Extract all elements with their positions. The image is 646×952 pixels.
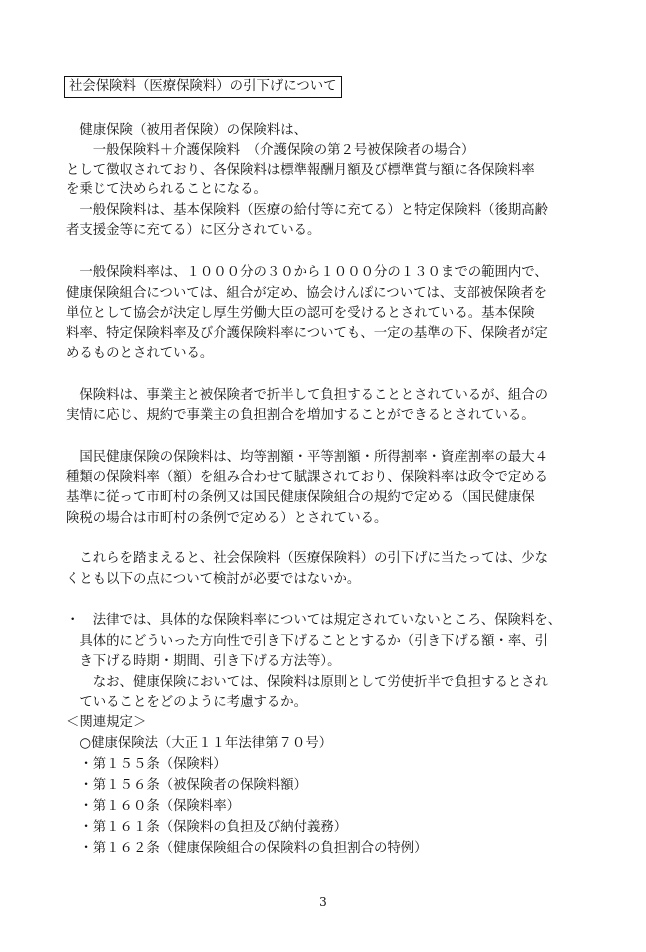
text-line: 一般保険料は、基本保険料（医療の給付等に充てる）と特定保険料（後期高齢 bbox=[66, 203, 549, 218]
text-line: 険税の場合は市町村の条例で定める）とされている。 bbox=[66, 511, 388, 526]
text-line: 者支援金等に充てる）に区分されている。 bbox=[66, 223, 321, 238]
section-heading: 社会保険料（医療保険料）の引下げについて bbox=[64, 76, 342, 98]
text-line: 保険料は、事業主と被保険者で折半して負担することとされているが、組合の bbox=[66, 388, 549, 403]
text-line: 健康保険組合については、組合が定め、協会けんぽについては、支部被保険者を bbox=[66, 286, 547, 301]
text-line: 一般保険料率は、１０００分の３０から１０００分の１３０までの範囲内で、 bbox=[66, 265, 548, 280]
text-line: 単位として協会が決定し厚生労働大臣の認可を受けるとされている。基本保険 bbox=[66, 306, 535, 321]
text-line: なお、健康保険においては、保険料は原則として労使折半で負担するとされ bbox=[66, 675, 549, 690]
law-name: ○健康保険法（大正１１年法律第７０号） bbox=[66, 736, 333, 751]
bullet-item: ・ 法律では、具体的な保険料率については規定されていないところ、保険料を、 bbox=[66, 613, 562, 628]
article-item: ・第１６２条（健康保険組合の保険料の負担割合の特例） bbox=[66, 841, 428, 856]
related-provisions-heading: ＜関連規定＞ bbox=[66, 715, 147, 730]
text-line: 国民健康保険の保険料は、均等割額・平等割額・所得割率・資産割率の最大４ bbox=[66, 450, 549, 465]
article-item: ・第１５６条（被保険者の保険料額） bbox=[66, 778, 308, 793]
text-line: を乗じて決められることになる。 bbox=[66, 182, 267, 197]
text-line: き下げる時期・期間、引き下げる方法等）。 bbox=[66, 654, 341, 669]
article-item: ・第１６１条（保険料の負担及び納付義務） bbox=[66, 820, 348, 835]
article-item: ・第１５５条（保険料） bbox=[66, 757, 227, 772]
text-line: ていることをどのように考慮するか。 bbox=[66, 695, 308, 710]
text-line: めるものとされている。 bbox=[66, 346, 214, 361]
text-line: 健康保険（被用者保険）の保険料は、 bbox=[66, 123, 308, 138]
article-item: ・第１６０条（保険料率） bbox=[66, 799, 241, 814]
text-line: 一般保険料＋介護保険料 （介護保険の第２号被保険者の場合） bbox=[66, 143, 475, 158]
text-line: 基準に従って市町村の条例又は国民健康保険組合の規約で定める（国民健康保 bbox=[66, 490, 535, 505]
text-line: くとも以下の点について検討が必要ではないか。 bbox=[66, 572, 361, 587]
page-number: 3 bbox=[319, 895, 327, 909]
text-line: 実情に応じ、規約で事業主の負担割合を増加することができるとされている。 bbox=[66, 408, 535, 423]
text-line: として徴収されており、各保険料は標準報酬月額及び標準賞与額に各保険料率 bbox=[66, 163, 535, 178]
text-line: 料率、特定保険料率及び介護保険料率についても、一定の基準の下、保険者が定 bbox=[66, 326, 548, 341]
text-line: 具体的にどういった方向性で引き下げることとするか（引き下げる額・率、引 bbox=[66, 634, 549, 649]
text-line: これらを踏まえると、社会保険料（医療保険料）の引下げに当たっては、少な bbox=[66, 551, 549, 566]
text-line: 種類の保険料率（額）を組み合わせて賦課されており、保険料率は政令で定める bbox=[66, 470, 549, 485]
